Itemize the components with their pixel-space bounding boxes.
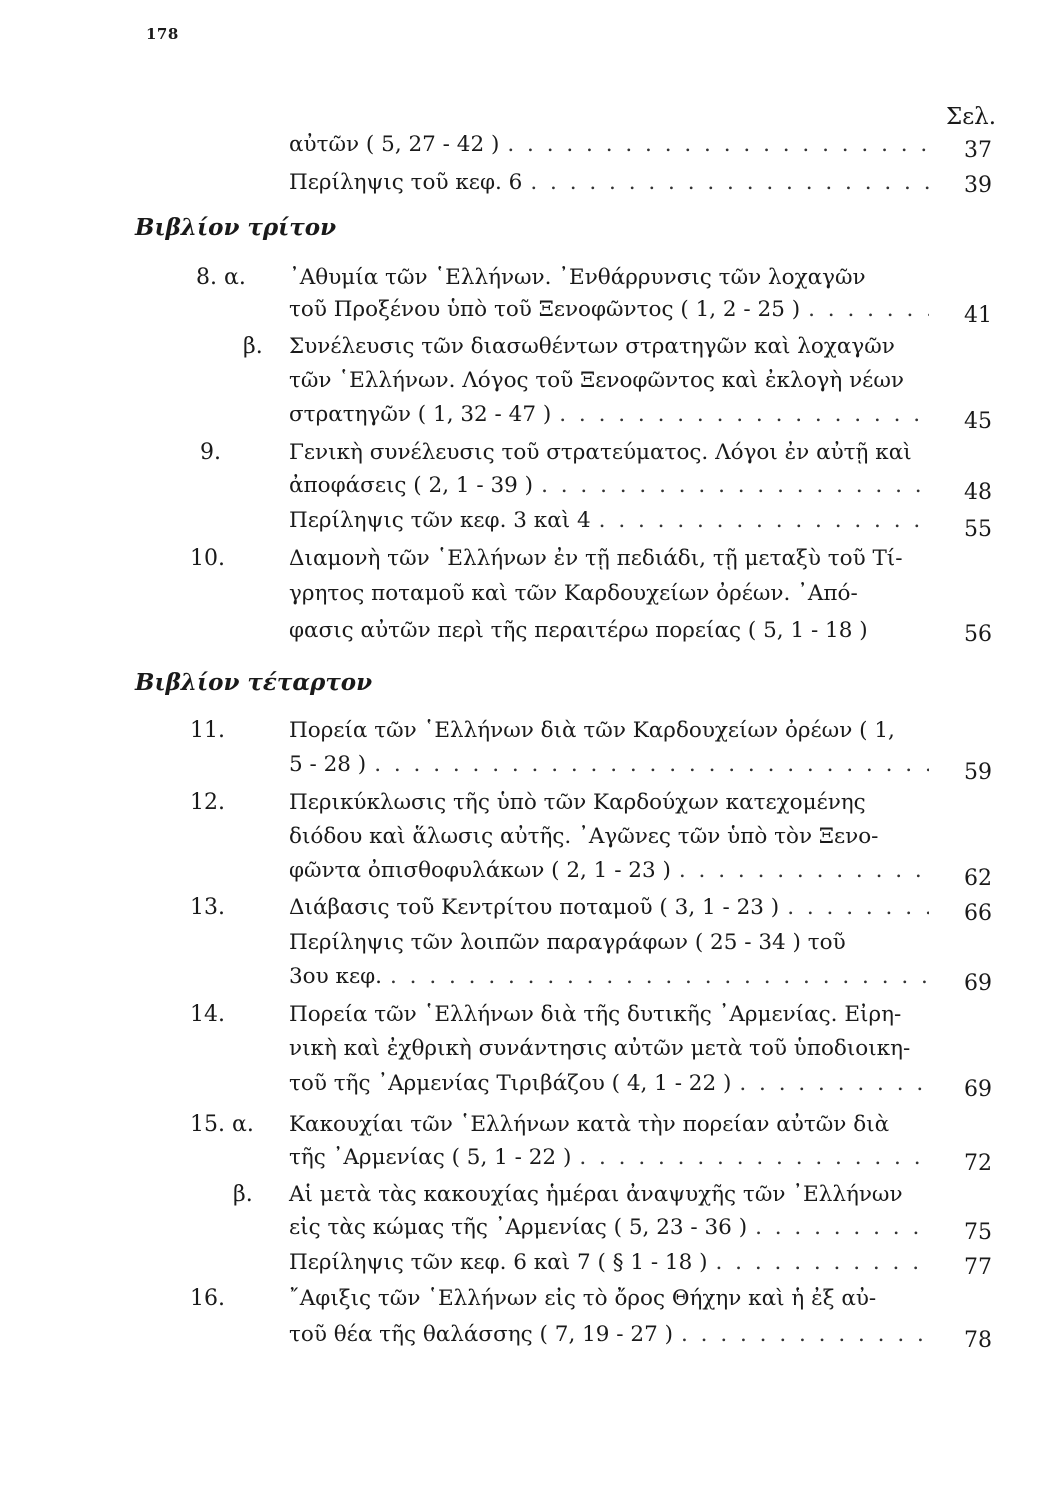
entry-number: β. [233,1182,253,1207]
toc-line [289,964,929,989]
toc-entry-text: αὐτῶν ( 5, 27 - 42 ) [289,132,500,157]
toc-entry-text: Γενικὴ συνέλευσις τοῦ στρατεύματος. Λόγοι ἐν αὐτῇ καὶ [289,440,912,465]
toc-entry-text: νικὴ καὶ ἐχθρικὴ συνάντησις αὐτῶν μετὰ τοῦ ὑποδιοικη- [289,1036,911,1061]
toc-line [289,402,929,427]
leader-dots [681,1322,929,1347]
entry-number: 16. [190,1286,225,1311]
page-column-label: Σελ. [946,104,997,130]
toc-entry-text: γρητος ποταμοῦ καὶ τῶν Καρδουχείων ὀρέων. ᾿Από- [289,581,858,606]
toc-line [289,473,929,498]
toc-line [289,895,929,920]
entry-number: 15. α. [190,1112,254,1137]
toc-page: 45 [964,409,992,434]
leader-dots [679,858,929,883]
toc-page: 69 [964,1077,992,1102]
entry-number: 13. [190,895,225,920]
toc-entry-text: Περίληψις τῶν κεφ. 6 καὶ 7 ( § 1 - 18 ) [289,1250,708,1275]
toc-page: 66 [964,901,992,926]
entry-number: 14. [190,1002,225,1027]
toc-entry-text: φῶντα ὀπισθοφυλάκων ( 2, 1 - 23 ) [289,858,671,883]
toc-entry-text: εἰς τὰς κώμας τῆς ᾿Αρμενίας ( 5, 23 - 36 ) [289,1215,748,1240]
leader-dots [739,1071,929,1096]
toc-line [289,858,929,883]
toc-entry-text: Περικύκλωσις τῆς ὑπὸ τῶν Καρδούχων κατεχομένης [289,790,866,815]
toc-page: 37 [964,138,992,163]
entry-number: 11. [190,718,225,743]
leader-dots [541,473,929,498]
toc-entry-text: Πορεία τῶν ῾Ελλήνων διὰ τῶν Καρδουχείων ὀρέων ( 1, [289,718,895,743]
leader-dots [374,752,929,777]
leader-dots [808,297,929,322]
toc-page: 39 [964,173,992,198]
leader-dots [507,132,929,157]
toc-entry-text: Περίληψις τοῦ κεφ. 6 [289,170,523,195]
entry-number: 8. α. [196,265,246,290]
section-heading: Βιβλίον τρίτον [135,214,337,241]
toc-entry-text: Περίληψις τῶν λοιπῶν παραγράφων ( 25 - 34 ) τοῦ [289,930,846,955]
toc-entry-text: Αἱ μετὰ τὰς κακουχίας ἡμέραι ἀναψυχῆς τῶν ᾿Ελλήνων [289,1182,903,1207]
toc-entry-text: 5 - 28 ) [289,752,367,777]
toc-entry-text: τοῦ τῆς ᾿Αρμενίας Τιριβάζου ( 4, 1 - 22 ) [289,1071,732,1096]
toc-entry-text: τῶν ῾Ελλήνων. Λόγος τοῦ Ξενοφῶντος καὶ ἐκλογὴ νέων [289,368,904,393]
toc-entry-text: διόδου καὶ ἅλωσις αὐτῆς. ᾿Αγῶνες τῶν ὑπὸ τὸν Ξενο- [289,824,879,849]
toc-line [289,752,929,777]
toc-entry-text: Διάβασις τοῦ Κεντρίτου ποταμοῦ ( 3, 1 - 23 ) [289,895,780,920]
toc-entry-text: Διαμονὴ τῶν ῾Ελλήνων ἐν τῇ πεδιάδι, τῇ μεταξὺ τοῦ Τί- [289,546,903,571]
entry-number: 12. [190,790,225,815]
entry-number: 10. [190,546,225,571]
leader-dots [559,402,929,427]
toc-line [289,1145,929,1170]
toc-page: 77 [964,1255,992,1280]
toc-line [289,297,929,322]
toc-entry-text: τοῦ Προξένου ὑπὸ τοῦ Ξενοφῶντος ( 1, 2 - 25 ) [289,297,801,322]
toc-entry-text: ᾿Αθυμία τῶν ῾Ελλήνων. ᾿Ενθάρρυνσις τῶν λοχαγῶν [289,265,866,290]
toc-page: 56 [964,622,992,647]
leader-dots [755,1215,929,1240]
toc-page: 48 [964,480,992,505]
toc-line [289,1071,929,1096]
toc-page: 41 [964,303,992,328]
toc-entry-text: φασις αὐτῶν περὶ τῆς περαιτέρω πορείας ( 5, 1 - 18 ) [289,618,868,643]
toc-entry-text: Συνέλευσις τῶν διασωθέντων στρατηγῶν καὶ λοχαγῶν [289,334,895,359]
toc-line [289,508,929,533]
entry-number: β. [243,334,263,359]
toc-line [289,1250,929,1275]
page-number: 178 [146,25,179,43]
leader-dots [390,964,929,989]
toc-entry-text: στρατηγῶν ( 1, 32 - 47 ) [289,402,552,427]
toc-entry-text: 3ου κεφ. [289,964,382,989]
toc-entry-text: τοῦ θέα τῆς θαλάσσης ( 7, 19 - 27 ) [289,1322,673,1347]
toc-entry-text: ἀποφάσεις ( 2, 1 - 39 ) [289,473,534,498]
toc-page: 59 [964,760,992,785]
leader-dots [530,170,929,195]
toc-page: 69 [964,971,992,996]
leader-dots [787,895,929,920]
toc-entry-text: τῆς ᾿Αρμενίας ( 5, 1 - 22 ) [289,1145,572,1170]
toc-entry-text: Περίληψις τῶν κεφ. 3 καὶ 4 [289,508,591,533]
toc-page: 62 [964,866,992,891]
toc-line [289,1322,929,1347]
toc-line [289,170,929,195]
toc-page: 72 [964,1151,992,1176]
toc-page: 78 [964,1328,992,1353]
toc-page: 75 [964,1220,992,1245]
toc-line [289,132,929,157]
leader-dots [599,508,929,533]
toc-entry-text: Κακουχίαι τῶν ῾Ελλήνων κατὰ τὴν πορείαν αὐτῶν διὰ [289,1112,890,1137]
leader-dots [579,1145,929,1170]
section-heading: Βιβλίον τέταρτον [135,669,373,696]
toc-entry-text: ῎Αφιξις τῶν ῾Ελλήνων εἰς τὸ ὄρος Θήχην καὶ ἡ ἐξ αὐ- [289,1286,877,1311]
toc-page: 55 [964,517,992,542]
entry-number: 9. [200,440,221,465]
toc-line [289,1215,929,1240]
toc-entry-text: Πορεία τῶν ῾Ελλήνων διὰ τῆς δυτικῆς ᾿Αρμενίας. Εἰρη- [289,1002,902,1027]
leader-dots [716,1250,929,1275]
